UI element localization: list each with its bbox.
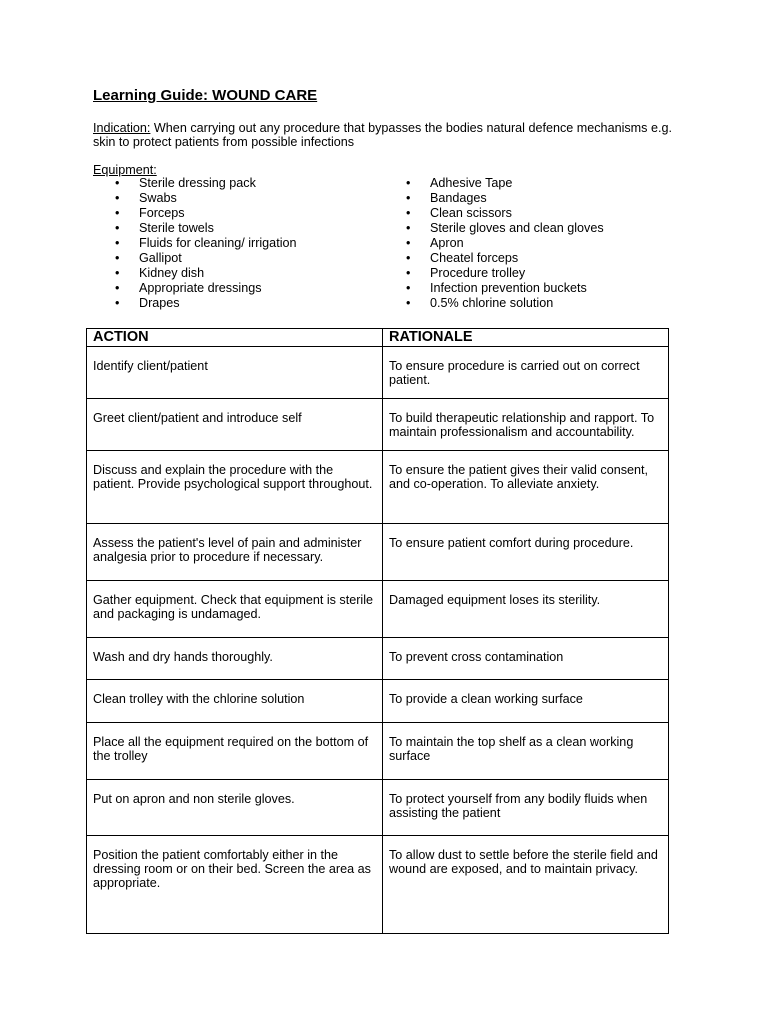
action-rationale-table [86, 328, 669, 934]
equipment-item: • Cheatel forceps [384, 251, 604, 266]
equipment-list-left [93, 176, 297, 311]
action-cell: Greet client/patient and introduce self [87, 399, 383, 451]
action-cell: Place all the equipment required on the bottom of the trolley [87, 723, 383, 780]
rationale-cell: To maintain the top shelf as a clean working surface [383, 723, 669, 780]
table-row [87, 399, 669, 451]
indication-label: Indication: [93, 121, 151, 135]
action-cell: Discuss and explain the procedure with the patient. Provide psychological support throughout. [87, 451, 383, 524]
equipment-item: • Appropriate dressings [93, 281, 297, 296]
equipment-item: • Swabs [93, 191, 297, 206]
equipment-item: • Forceps [93, 206, 297, 221]
equipment-item: • Sterile dressing pack [93, 176, 297, 191]
equipment-item: • Clean scissors [384, 206, 604, 221]
table-row [87, 780, 669, 836]
rationale-cell: To build therapeutic relationship and rapport. To maintain professionalism and accountability. [383, 399, 669, 451]
equipment-label: Equipment: [93, 163, 157, 177]
table-row [87, 347, 669, 399]
indication-paragraph [93, 121, 683, 149]
rationale-cell: To prevent cross contamination [383, 638, 669, 680]
rationale-cell: To protect yourself from any bodily fluids when assisting the patient [383, 780, 669, 836]
page-title: Learning Guide: WOUND CARE [93, 87, 318, 104]
action-cell: Put on apron and non sterile gloves. [87, 780, 383, 836]
equipment-item: • 0.5% chlorine solution [384, 296, 604, 311]
table-row [87, 524, 669, 581]
action-cell: Identify client/patient [87, 347, 383, 399]
rationale-cell: To ensure patient comfort during procedure. [383, 524, 669, 581]
equipment-list-right [384, 176, 604, 311]
table-row [87, 836, 669, 934]
indication-text: When carrying out any procedure that bypasses the bodies natural defence mechanisms e.g. skin to protect patients from possible infections [93, 121, 672, 149]
table-row [87, 638, 669, 680]
table-row [87, 581, 669, 638]
rationale-cell: To provide a clean working surface [383, 680, 669, 723]
equipment-item: • Bandages [384, 191, 604, 206]
table-row [87, 451, 669, 524]
action-cell: Assess the patient's level of pain and administer analgesia prior to procedure if necessary. [87, 524, 383, 581]
equipment-item: • Infection prevention buckets [384, 281, 604, 296]
equipment-item: • Adhesive Tape [384, 176, 604, 191]
equipment-item: • Apron [384, 236, 604, 251]
equipment-item: • Fluids for cleaning/ irrigation [93, 236, 297, 251]
table-row [87, 680, 669, 723]
equipment-item: • Procedure trolley [384, 266, 604, 281]
rationale-cell: To ensure procedure is carried out on correct patient. [383, 347, 669, 399]
action-cell: Clean trolley with the chlorine solution [87, 680, 383, 723]
action-cell: Gather equipment. Check that equipment is sterile and packaging is undamaged. [87, 581, 383, 638]
rationale-cell: To allow dust to settle before the sterile field and wound are exposed, and to maintain privacy. [383, 836, 669, 934]
equipment-item: • Drapes [93, 296, 297, 311]
rationale-column-header: RATIONALE [383, 329, 669, 347]
rationale-cell: Damaged equipment loses its sterility. [383, 581, 669, 638]
equipment-item: • Sterile gloves and clean gloves [384, 221, 604, 236]
table-row [87, 723, 669, 780]
action-column-header: ACTION [87, 329, 383, 347]
action-cell: Position the patient comfortably either in the dressing room or on their bed. Screen the area as appropriate. [87, 836, 383, 934]
action-cell: Wash and dry hands thoroughly. [87, 638, 383, 680]
table-header-row [87, 329, 669, 347]
rationale-cell: To ensure the patient gives their valid consent, and co-operation. To alleviate anxiety. [383, 451, 669, 524]
equipment-item: • Gallipot [93, 251, 297, 266]
equipment-item: • Sterile towels [93, 221, 297, 236]
equipment-item: • Kidney dish [93, 266, 297, 281]
